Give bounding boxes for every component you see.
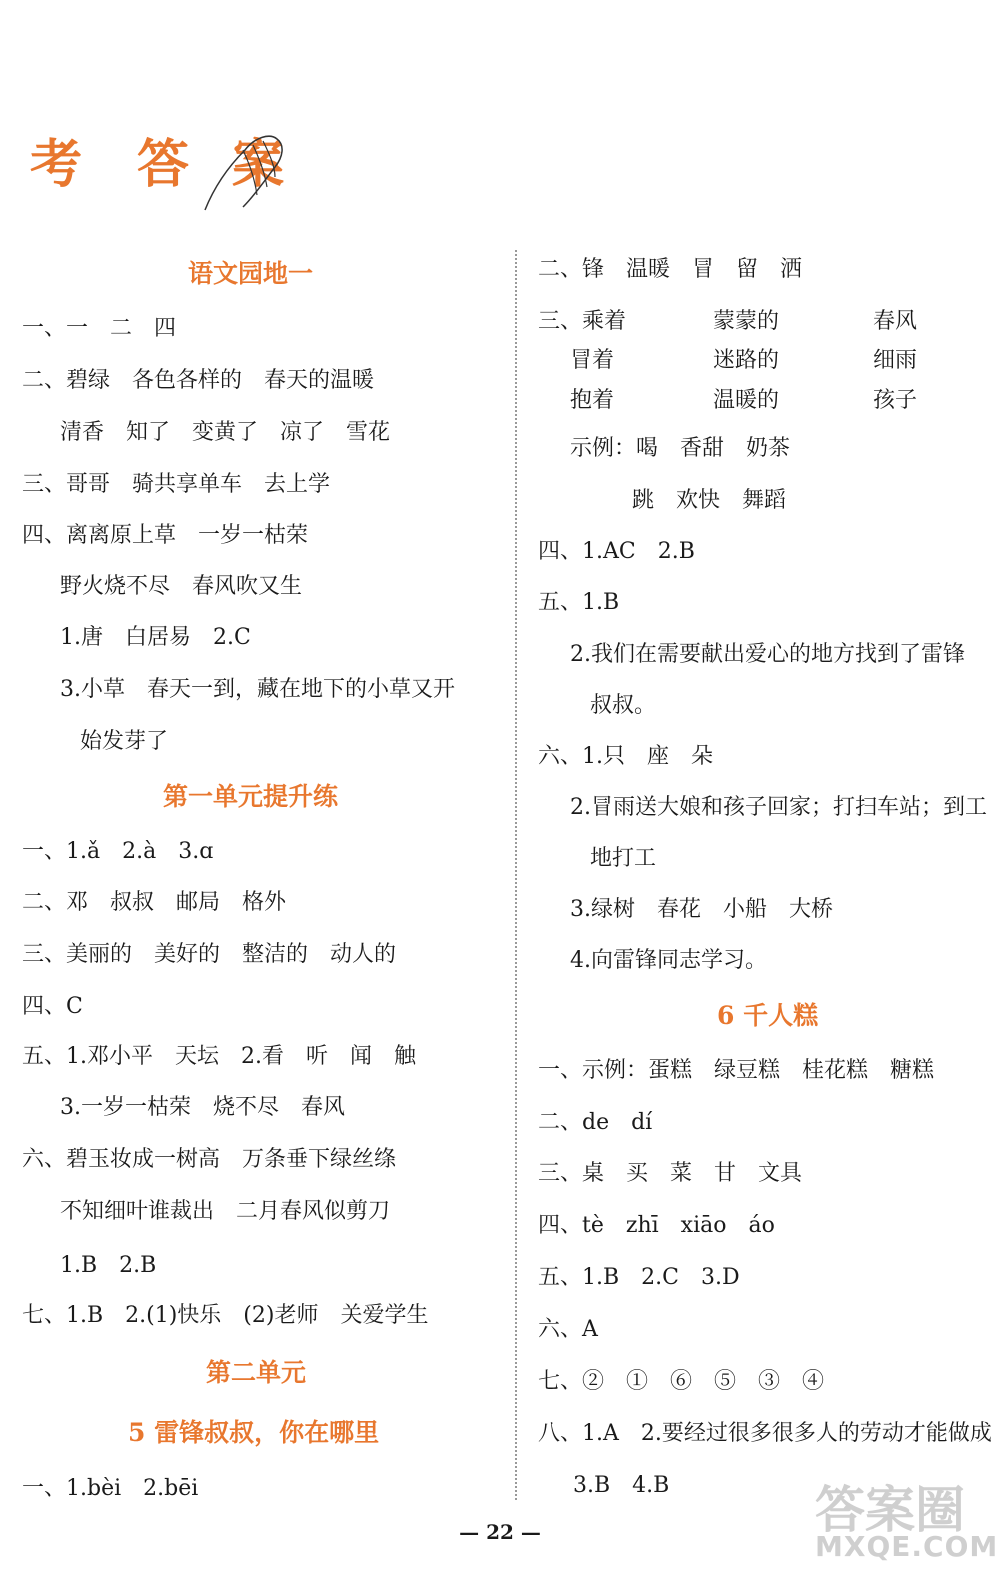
answer-line: 温暖的 <box>713 388 780 413</box>
answer-line: 三、美丽的 美好的 整洁的 动人的 <box>22 942 397 967</box>
page-number: — 22 — <box>459 1520 541 1544</box>
answer-line: 七、1.B 2.(1)快乐 (2)老师 关爱学生 <box>22 1303 429 1328</box>
answer-line: 一、1.ǎ 2.à 3.ɑ <box>22 839 214 864</box>
answer-line: 蒙蒙的 <box>713 309 780 334</box>
answer-line: 跳 欢快 舞蹈 <box>632 488 787 513</box>
pointing-hand-icon <box>195 125 305 220</box>
answer-line: 春风 <box>873 309 918 334</box>
answer-line: 示例：喝 香甜 奶茶 <box>570 436 791 461</box>
answer-line: 冒着 <box>570 348 615 373</box>
answer-line: 二、锋 温暖 冒 留 洒 <box>538 257 803 282</box>
answer-line: 抱着 <box>570 388 615 413</box>
answer-line: 四、C <box>22 994 83 1019</box>
answer-line: 3.小草 春天一到，藏在地下的小草又开 <box>60 677 455 702</box>
column-divider <box>515 250 517 1500</box>
section-heading: 语文园地一 <box>188 259 314 288</box>
title-char-1: 考 <box>30 135 83 195</box>
answer-line: 六、1.只 座 朵 <box>538 744 713 769</box>
answer-line: 叔叔。 <box>590 693 657 718</box>
answer-line: 孩子 <box>873 388 918 413</box>
answer-line: 一、1.bèi 2.bēi <box>22 1476 199 1501</box>
answer-line: 不知细叶谁裁出 二月春风似剪刀 <box>60 1199 391 1224</box>
answer-line: 一、一 二 四 <box>22 316 177 341</box>
answer-line: 3.B 4.B <box>573 1473 670 1498</box>
answer-line: 4.向雷锋同志学习。 <box>570 948 767 973</box>
answer-line: 四、1.AC 2.B <box>538 539 695 564</box>
section-heading: 第二单元 <box>206 1358 307 1387</box>
answer-line: 六、A <box>538 1317 598 1342</box>
answer-line: 五、1.邓小平 天坛 2.看 听 闻 触 <box>22 1044 416 1069</box>
title-char-2: 答 <box>137 135 190 195</box>
section-heading: 5 雷锋叔叔，你在哪里 <box>128 1418 380 1447</box>
answer-line: 2.冒雨送大娘和孩子回家；打扫车站；到工 <box>570 795 987 820</box>
answer-line: 五、1.B 2.C 3.D <box>538 1265 740 1290</box>
answer-line: 四、tè zhī xiāo áo <box>538 1213 775 1238</box>
watermark-url: MXQE.COM <box>815 1530 999 1563</box>
answer-line: 3.绿树 春花 小船 大桥 <box>570 897 833 922</box>
answer-line: 始发芽了 <box>80 729 169 754</box>
answer-line: 八、1.A 2.要经过很多很多人的劳动才能做成 <box>538 1421 992 1446</box>
answer-line: 五、1.B <box>538 590 620 615</box>
section-heading: 6 千人糕 <box>717 1001 819 1030</box>
answer-line: 地打工 <box>590 846 657 871</box>
answer-line: 1.唐 白居易 2.C <box>60 625 251 650</box>
answer-line: 四、离离原上草 一岁一枯荣 <box>22 523 309 548</box>
answer-line: 二、碧绿 各色各样的 春天的温暖 <box>22 368 375 393</box>
section-heading: 第一单元提升练 <box>163 782 339 811</box>
watermark-logo <box>815 1470 999 1580</box>
answer-line: 2.我们在需要献出爱心的地方找到了雷锋 <box>570 642 965 667</box>
page-header <box>0 0 1000 240</box>
answer-line: 二、de dí <box>538 1110 653 1135</box>
title-char-3: 案 <box>232 135 285 195</box>
answer-line: 三、桌 买 菜 甘 文具 <box>538 1161 803 1186</box>
answer-line: 迷路的 <box>713 348 780 373</box>
answer-line: 清香 知了 变黄了 凉了 雪花 <box>60 420 391 445</box>
answer-line: 二、邓 叔叔 邮局 格外 <box>22 890 287 915</box>
answer-line: 三、乘着 <box>538 309 627 334</box>
answer-line: 1.B 2.B <box>60 1253 157 1278</box>
answer-line: 3.一岁一枯荣 烧不尽 春风 <box>60 1095 345 1120</box>
answer-line: 六、碧玉妆成一树高 万条垂下绿丝绦 <box>22 1147 397 1172</box>
watermark-text: 答案圈 <box>815 1481 965 1539</box>
answer-line: 七、② ① ⑥ ⑤ ③ ④ <box>538 1369 825 1394</box>
answer-line: 野火烧不尽 春风吹又生 <box>60 574 303 599</box>
answer-line: 细雨 <box>873 348 918 373</box>
answer-line: 一、示例：蛋糕 绿豆糕 桂花糕 糖糕 <box>538 1058 935 1083</box>
answer-line: 三、哥哥 骑共享单车 去上学 <box>22 472 331 497</box>
